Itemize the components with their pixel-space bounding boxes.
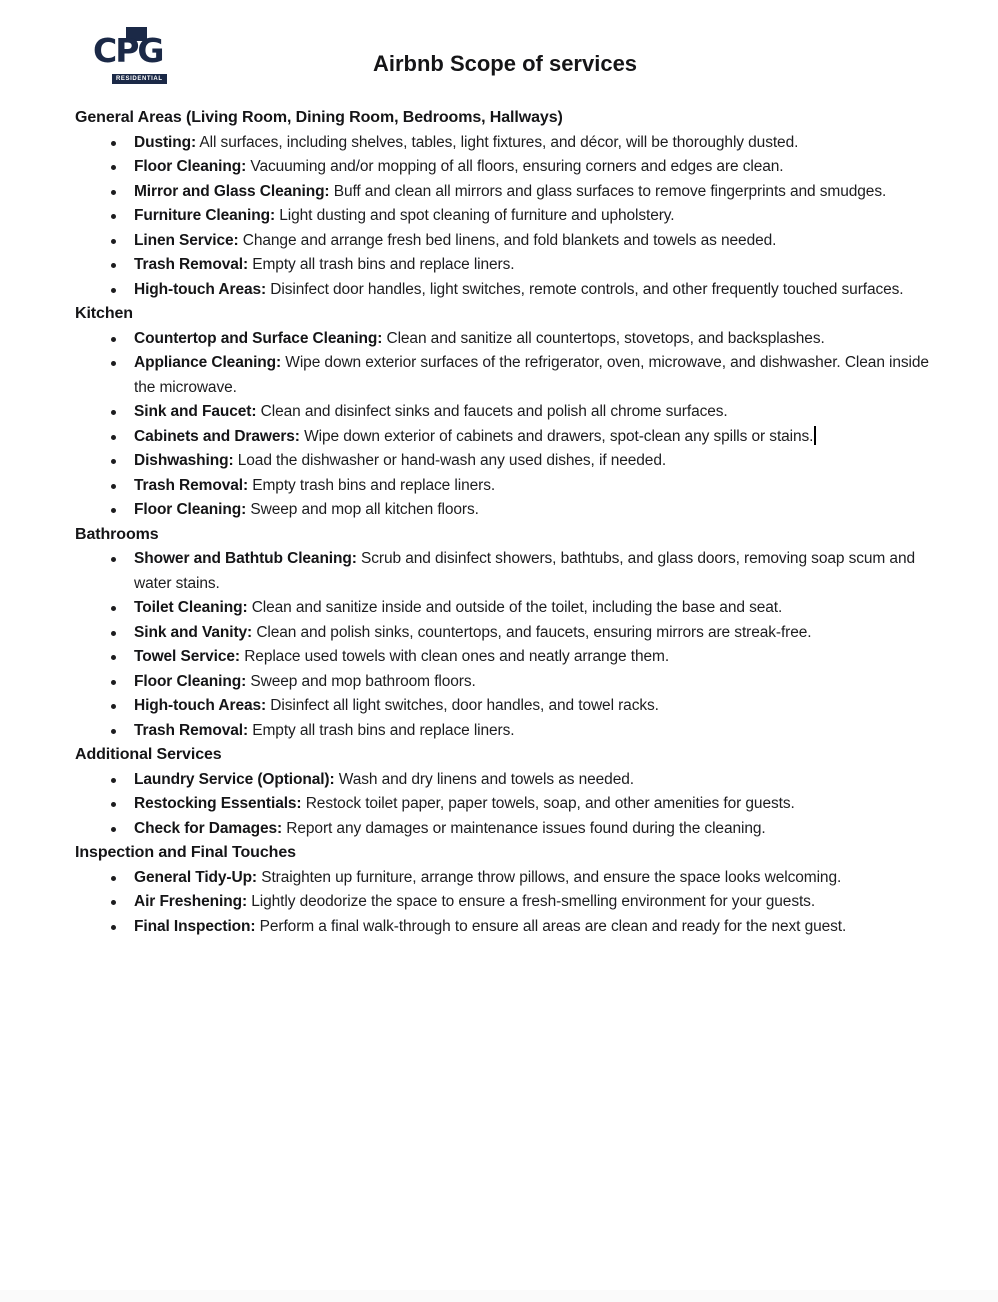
item-label: Floor Cleaning: (134, 501, 247, 518)
item-text: Wipe down exterior of cabinets and drawers, spot-clean any spills or stains. (299, 427, 814, 445)
item-label: General Tidy-Up: (134, 868, 257, 886)
item-text: Disinfect all light switches, door handles, and towel racks. (266, 697, 659, 714)
bullet-icon (111, 802, 116, 807)
bullet-icon (111, 729, 116, 734)
item-text: Disinfect door handles, light switches, remote controls, and other frequently touched surfaces. (266, 280, 904, 298)
item-label: Cabinets and Drawers: (134, 427, 300, 445)
bullet-icon (111, 508, 116, 513)
item-text: Wash and dry linens and towels as needed. (334, 770, 634, 788)
bullet-icon (111, 827, 116, 832)
item-text: Load the dishwasher or hand-wash any used dishes, if needed. (233, 452, 667, 469)
item-label: Check for Damages: (134, 819, 283, 837)
item-label: Toilet Cleaning: (134, 599, 248, 616)
item-label: Furniture Cleaning: (134, 207, 276, 224)
bullet-icon (111, 631, 116, 636)
item-text: Scrub and disinfect showers, bathtubs, and glass doors, removing soap scum and water stains. (134, 550, 915, 592)
logo-subtext: RESIDENTIAL (112, 74, 167, 84)
item-label: High-touch Areas: (134, 697, 267, 714)
list-item (75, 180, 935, 205)
logo-text: CPG (93, 31, 163, 70)
bullet-icon (111, 288, 116, 293)
list-item (75, 425, 935, 450)
item-text: Sweep and mop bathroom floors. (246, 672, 476, 690)
item-label: Trash Removal: (134, 256, 249, 273)
bullet-list (75, 547, 935, 743)
item-label: Trash Removal: (134, 721, 249, 739)
section-inspection-final-touches (75, 841, 935, 939)
item-text: Clean and sanitize all countertops, stovetops, and backsplashes. (382, 329, 825, 347)
item-text: All surfaces, including shelves, tables, light fixtures, and décor, will be thoroughly dusted. (196, 133, 799, 151)
list-item (75, 400, 935, 425)
list-item (75, 327, 935, 352)
item-text: Empty trash bins and replace liners. (248, 476, 496, 494)
item-text: Report any damages or maintenance issues found during the cleaning. (282, 819, 766, 837)
item-text: Empty all trash bins and replace liners. (248, 721, 515, 739)
list-item (75, 474, 935, 499)
bullet-icon (111, 263, 116, 268)
bullet-icon (111, 704, 116, 709)
bullet-icon (111, 655, 116, 660)
item-label: Sink and Faucet: (134, 403, 257, 420)
item-label: High-touch Areas: (134, 280, 267, 298)
item-label: Trash Removal: (134, 476, 249, 494)
bullet-icon (111, 925, 116, 930)
list-item (75, 204, 935, 229)
section-bathrooms (75, 523, 935, 744)
list-item (75, 547, 935, 596)
list-item (75, 596, 935, 621)
item-label: Laundry Service (Optional): (134, 770, 335, 788)
bullet-icon (111, 680, 116, 685)
bullet-icon (111, 459, 116, 464)
item-label: Restocking Essentials: (134, 795, 302, 812)
item-label: Dusting: (134, 133, 197, 151)
list-item (75, 449, 935, 474)
item-text: Clean and polish sinks, countertops, and faucets, ensuring mirrors are streak-free. (252, 623, 812, 641)
list-item (75, 890, 935, 915)
list-item (75, 694, 935, 719)
item-label: Dishwashing: (134, 452, 234, 469)
item-label: Sink and Vanity: (134, 623, 253, 641)
item-text: Perform a final walk-through to ensure all areas are clean and ready for the next guest. (255, 917, 847, 935)
list-item (75, 621, 935, 646)
bullet-list (75, 768, 935, 842)
list-item (75, 229, 935, 254)
item-text: Lightly deodorize the space to ensure a fresh-smelling environment for your guests. (247, 893, 816, 910)
list-item (75, 155, 935, 180)
bullet-icon (111, 239, 116, 244)
list-item (75, 866, 935, 891)
item-text: Vacuuming and/or mopping of all floors, ensuring corners and edges are clean. (246, 158, 784, 175)
item-text: Wipe down exterior surfaces of the refrigerator, oven, microwave, and dishwasher. Clean inside the microwave. (134, 354, 929, 396)
list-item (75, 768, 935, 793)
bullet-icon (111, 606, 116, 611)
item-label: Floor Cleaning: (134, 158, 247, 175)
item-text: Sweep and mop all kitchen floors. (246, 501, 479, 518)
item-label: Final Inspection: (134, 917, 256, 935)
item-label: Countertop and Surface Cleaning: (134, 329, 383, 347)
bullet-list (75, 866, 935, 940)
item-text: Light dusting and spot cleaning of furniture and upholstery. (275, 207, 675, 224)
item-label: Air Freshening: (134, 893, 248, 910)
bullet-icon (111, 557, 116, 562)
section-heading: Kitchen (75, 305, 133, 322)
section-heading: Bathrooms (75, 525, 159, 543)
text-cursor (814, 426, 816, 445)
list-item (75, 719, 935, 744)
bullet-icon (111, 214, 116, 219)
bullet-icon (111, 165, 116, 170)
list-item (75, 131, 935, 156)
section-heading: Additional Services (75, 746, 222, 763)
bullet-icon (111, 778, 116, 783)
item-label: Floor Cleaning: (134, 672, 247, 690)
page-title: Airbnb Scope of services (372, 51, 638, 76)
section-heading: Inspection and Final Touches (75, 844, 296, 861)
item-text: Empty all trash bins and replace liners. (248, 256, 515, 273)
item-label: Appliance Cleaning: (134, 354, 282, 371)
list-item (75, 817, 935, 842)
list-item (75, 278, 935, 303)
list-item (75, 645, 935, 670)
bullet-icon (111, 410, 116, 415)
list-item (75, 498, 935, 523)
section-additional-services (75, 743, 935, 841)
bullet-list (75, 327, 935, 523)
item-text: Change and arrange fresh bed linens, and fold blankets and towels as needed. (238, 231, 777, 249)
item-label: Linen Service: (134, 231, 239, 249)
item-text: Replace used towels with clean ones and neatly arrange them. (240, 648, 670, 665)
bullet-icon (111, 900, 116, 905)
section-heading: General Areas (Living Room, Dining Room, Bedrooms, Hallways) (75, 109, 563, 126)
bullet-icon (111, 876, 116, 881)
item-text: Buff and clean all mirrors and glass surfaces to remove fingerprints and smudges. (329, 182, 887, 200)
page-bottom-edge (0, 1290, 998, 1302)
item-text: Straighten up furniture, arrange throw pillows, and ensure the space looks welcoming. (257, 868, 842, 886)
item-text: Clean and sanitize inside and outside of the toilet, including the base and seat. (247, 599, 783, 616)
item-label: Towel Service: (134, 648, 240, 665)
section-kitchen (75, 302, 935, 523)
bullet-icon (111, 484, 116, 489)
item-label: Mirror and Glass Cleaning: (134, 182, 330, 200)
list-item (75, 253, 935, 278)
bullet-icon (111, 435, 116, 440)
list-item (75, 670, 935, 695)
bullet-icon (111, 141, 116, 146)
item-label: Shower and Bathtub Cleaning: (134, 550, 357, 567)
item-text: Clean and disinfect sinks and faucets and polish all chrome surfaces. (256, 403, 728, 420)
list-item (75, 915, 935, 940)
bullet-icon (111, 337, 116, 342)
bullet-list (75, 131, 935, 303)
list-item (75, 792, 935, 817)
cpg-logo (93, 25, 185, 87)
bullet-icon (111, 361, 116, 366)
bullet-icon (111, 190, 116, 195)
list-item (75, 351, 935, 400)
section-general-areas (75, 106, 935, 302)
item-text: Restock toilet paper, paper towels, soap, and other amenities for guests. (301, 795, 795, 812)
